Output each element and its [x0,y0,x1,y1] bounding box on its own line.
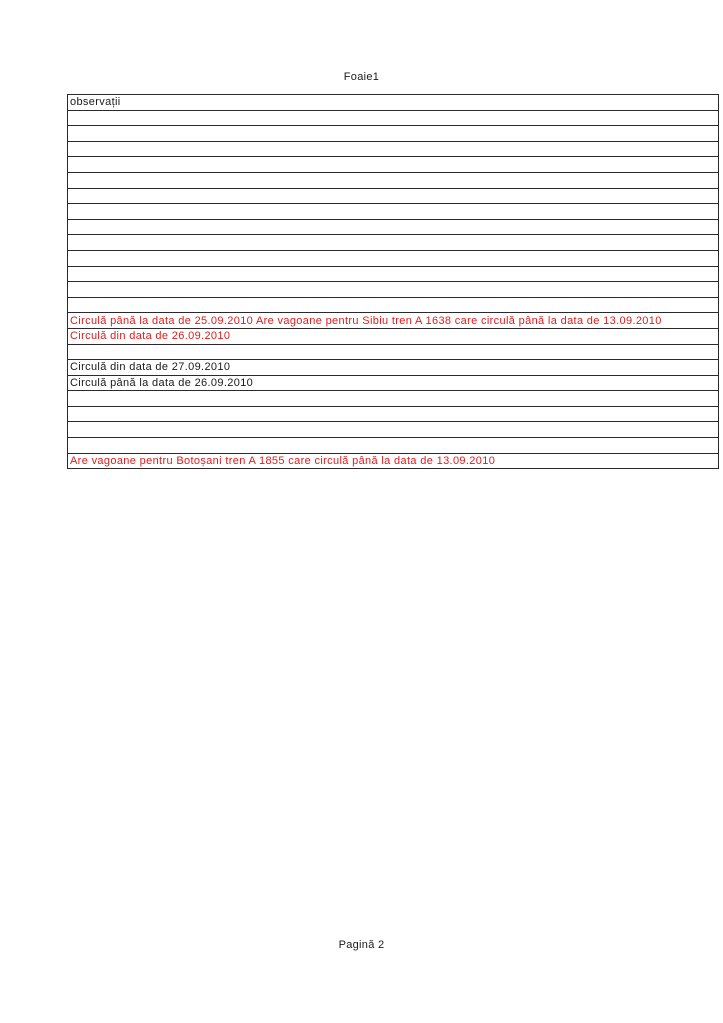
table-cell [68,157,719,173]
sheet-title: Foaie1 [343,71,380,83]
table-row [68,360,719,376]
table-row [68,375,719,391]
table-row [68,266,719,282]
table-cell: Circulă din data de 26.09.2010 [68,328,719,344]
table-row [68,406,719,422]
table-cell [68,219,719,235]
table-cell [68,391,719,407]
table-cell: Circulă până la data de 25.09.2010 Are vagoane pentru Sibiu tren A 1638 care circulă până la data de 13.09.2010 [68,313,719,329]
table-header-row [68,95,719,111]
table-row [68,297,719,313]
table-cell: Are vagoane pentru Botoșani tren A 1855 care circulă până la data de 13.09.2010 [68,453,719,469]
table-row [68,250,719,266]
table-row [68,453,719,469]
table-cell [68,344,719,360]
table-cell [68,266,719,282]
table-cell [68,172,719,188]
table-cell: Circulă din data de 27.09.2010 [68,360,719,376]
table-row [68,391,719,407]
table-row [68,313,719,329]
table-row [68,172,719,188]
observations-table [67,94,719,469]
table-row [68,141,719,157]
table-cell [68,204,719,220]
observations-table-body [68,95,719,469]
table-cell [68,297,719,313]
table-cell [68,250,719,266]
table-row [68,438,719,454]
table-row [68,282,719,298]
table-cell [68,438,719,454]
page-number: Pagină 2 [338,939,385,951]
table-row [68,422,719,438]
table-row [68,328,719,344]
table-row [68,188,719,204]
table-cell [68,406,719,422]
table-cell [68,126,719,142]
table-cell [68,422,719,438]
table-row [68,110,719,126]
table-cell [68,282,719,298]
table-row [68,219,719,235]
table-row [68,344,719,360]
table-row [68,126,719,142]
column-header-observatii: observații [68,95,719,111]
table-row [68,204,719,220]
table-cell [68,141,719,157]
table-cell [68,110,719,126]
table-cell [68,235,719,251]
table-cell: Circulă până la data de 26.09.2010 [68,375,719,391]
table-cell [68,188,719,204]
table-row [68,157,719,173]
table-row [68,235,719,251]
